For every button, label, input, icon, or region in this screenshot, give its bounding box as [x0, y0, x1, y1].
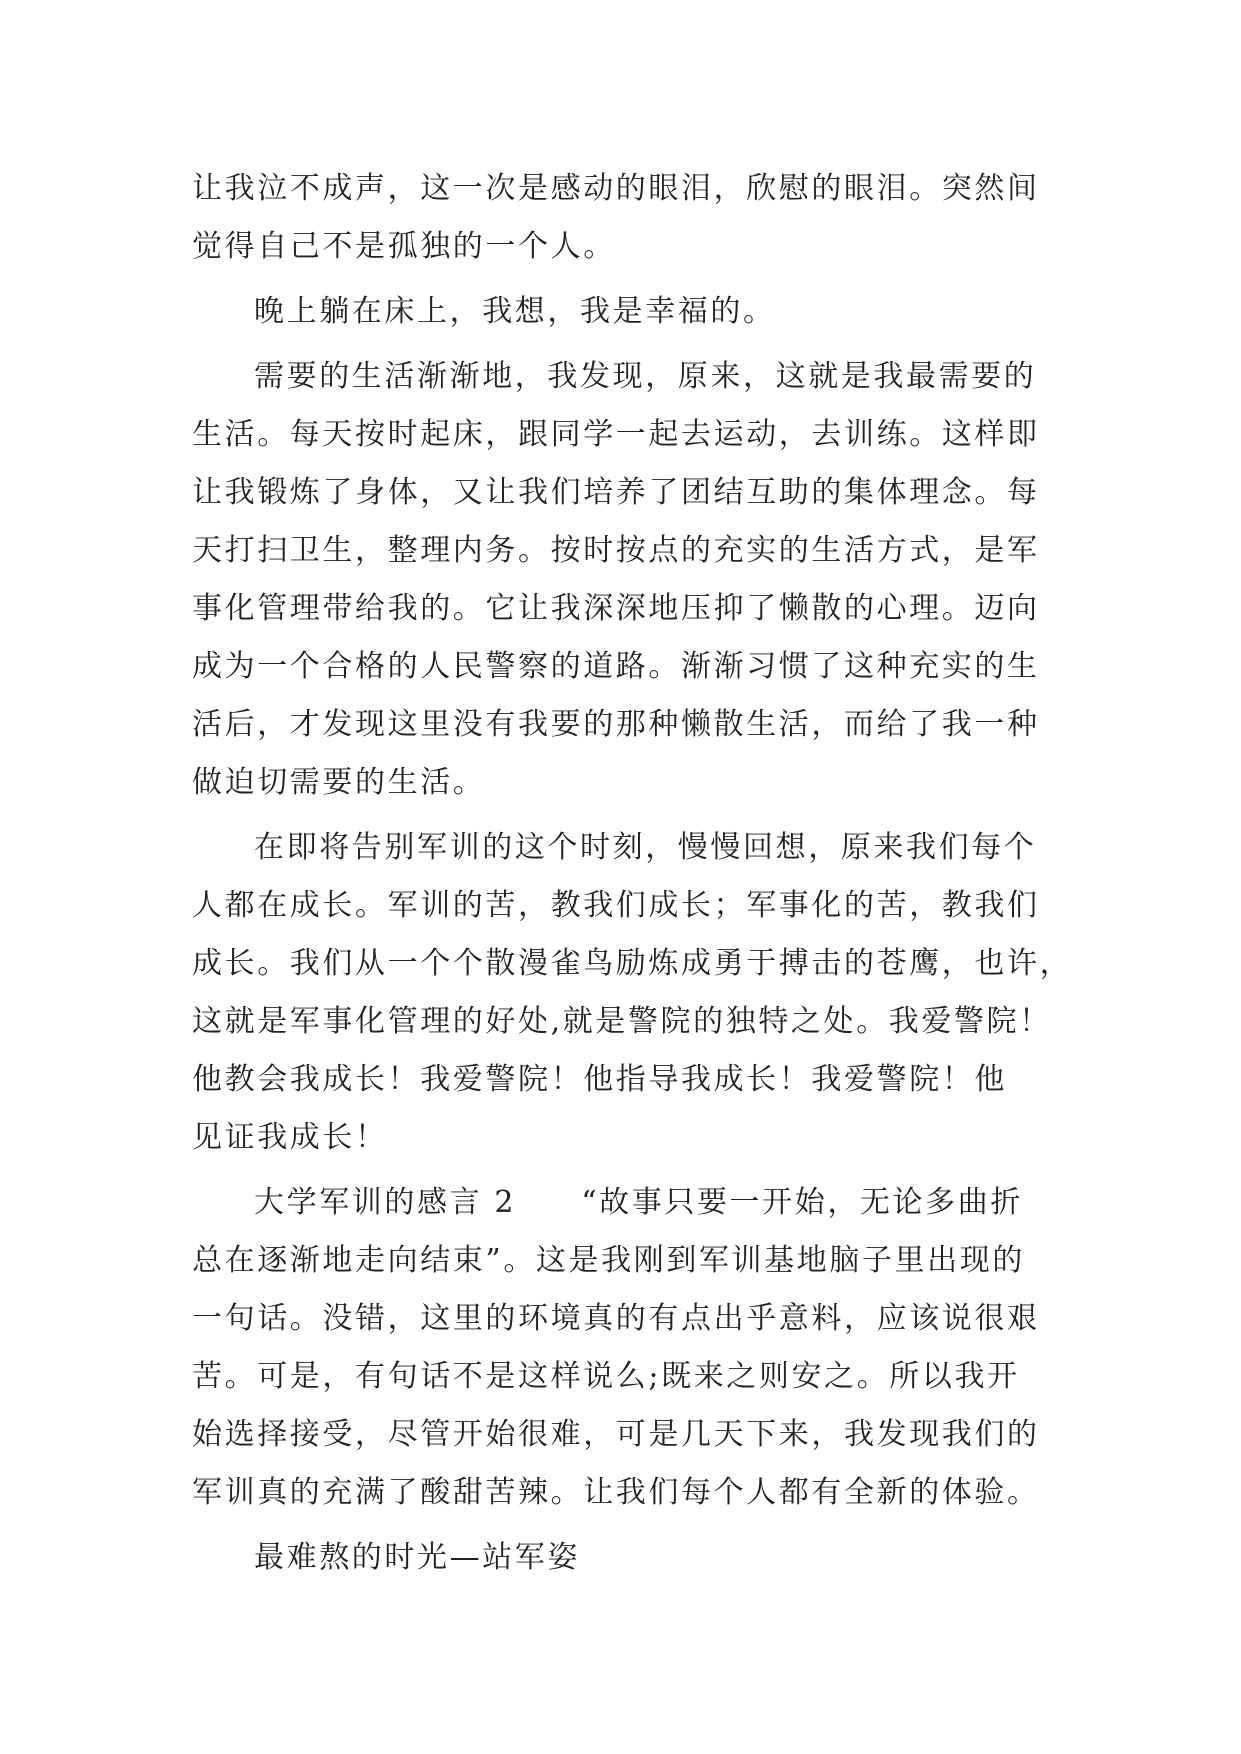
text-line: 最难熬的时光—站军姿: [254, 1540, 580, 1575]
text-line: 见证我成长！: [192, 1120, 388, 1155]
text-line: 苦。可是，有句话不是这样说么;既来之则安之。所以我开: [192, 1359, 1020, 1394]
text-line: 事化管理带给我的。它让我深深地压抑了懒散的心理。迈向: [192, 591, 1040, 626]
document-body: [192, 160, 1072, 1587]
text-line: 成长。我们从一个个散漫雀鸟励炼成勇于搏击的苍鹰，也许，: [192, 946, 1073, 981]
text-line: 始选择接受，尽管开始很难，可是几天下来，我发现我们的: [192, 1417, 1040, 1452]
text-line: 活后，才发现这里没有我要的那种懒散生活，而给了我一种: [192, 707, 1040, 742]
text-line: 这就是军事化管理的好处,就是警院的独特之处。我爱警院！: [192, 1004, 1052, 1039]
text-line: 需要的生活渐渐地，我发现，原来，这就是我最需要的: [254, 359, 1037, 394]
text-line: 生活。每天按时起床，跟同学一起去运动，去训练。这样即: [192, 417, 1040, 452]
text-line: 让我泣不成声，这一次是感动的眼泪，欣慰的眼泪。突然间: [192, 171, 1040, 206]
text-line: 总在逐渐地走向结束”。这是我刚到军训基地脑子里出现的: [192, 1243, 1025, 1278]
text-line: 军训真的充满了酸甜苦辣。让我们每个人都有全新的体验。: [192, 1475, 1040, 1510]
text-line: 成为一个合格的人民警察的道路。渐渐习惯了这种充实的生: [192, 649, 1040, 684]
text-line: 人都在成长。军训的苦，教我们成长；军事化的苦，教我们: [192, 888, 1040, 923]
text-line: 大学军训的感言 2 “故事只要一开始，无论多曲折: [254, 1185, 1023, 1220]
text-line: 他教会我成长！我爱警院！他指导我成长！我爱警院！他: [192, 1062, 1007, 1097]
text-line: 在即将告别军训的这个时刻，慢慢回想，原来我们每个: [254, 830, 1037, 865]
text-line: 做迫切需要的生活。: [192, 765, 486, 800]
text-line: 天打扫卫生，整理内务。按时按点的充实的生活方式，是军: [192, 533, 1040, 568]
text-line: 觉得自己不是孤独的一个人。: [192, 229, 616, 264]
text-line: 一句话。没错，这里的环境真的有点出乎意料，应该说很艰: [192, 1301, 1040, 1336]
text-line: 晚上躺在床上，我想，我是幸福的。: [254, 294, 776, 329]
text-line: 让我锻炼了身体，又让我们培养了团结互助的集体理念。每: [192, 475, 1040, 510]
